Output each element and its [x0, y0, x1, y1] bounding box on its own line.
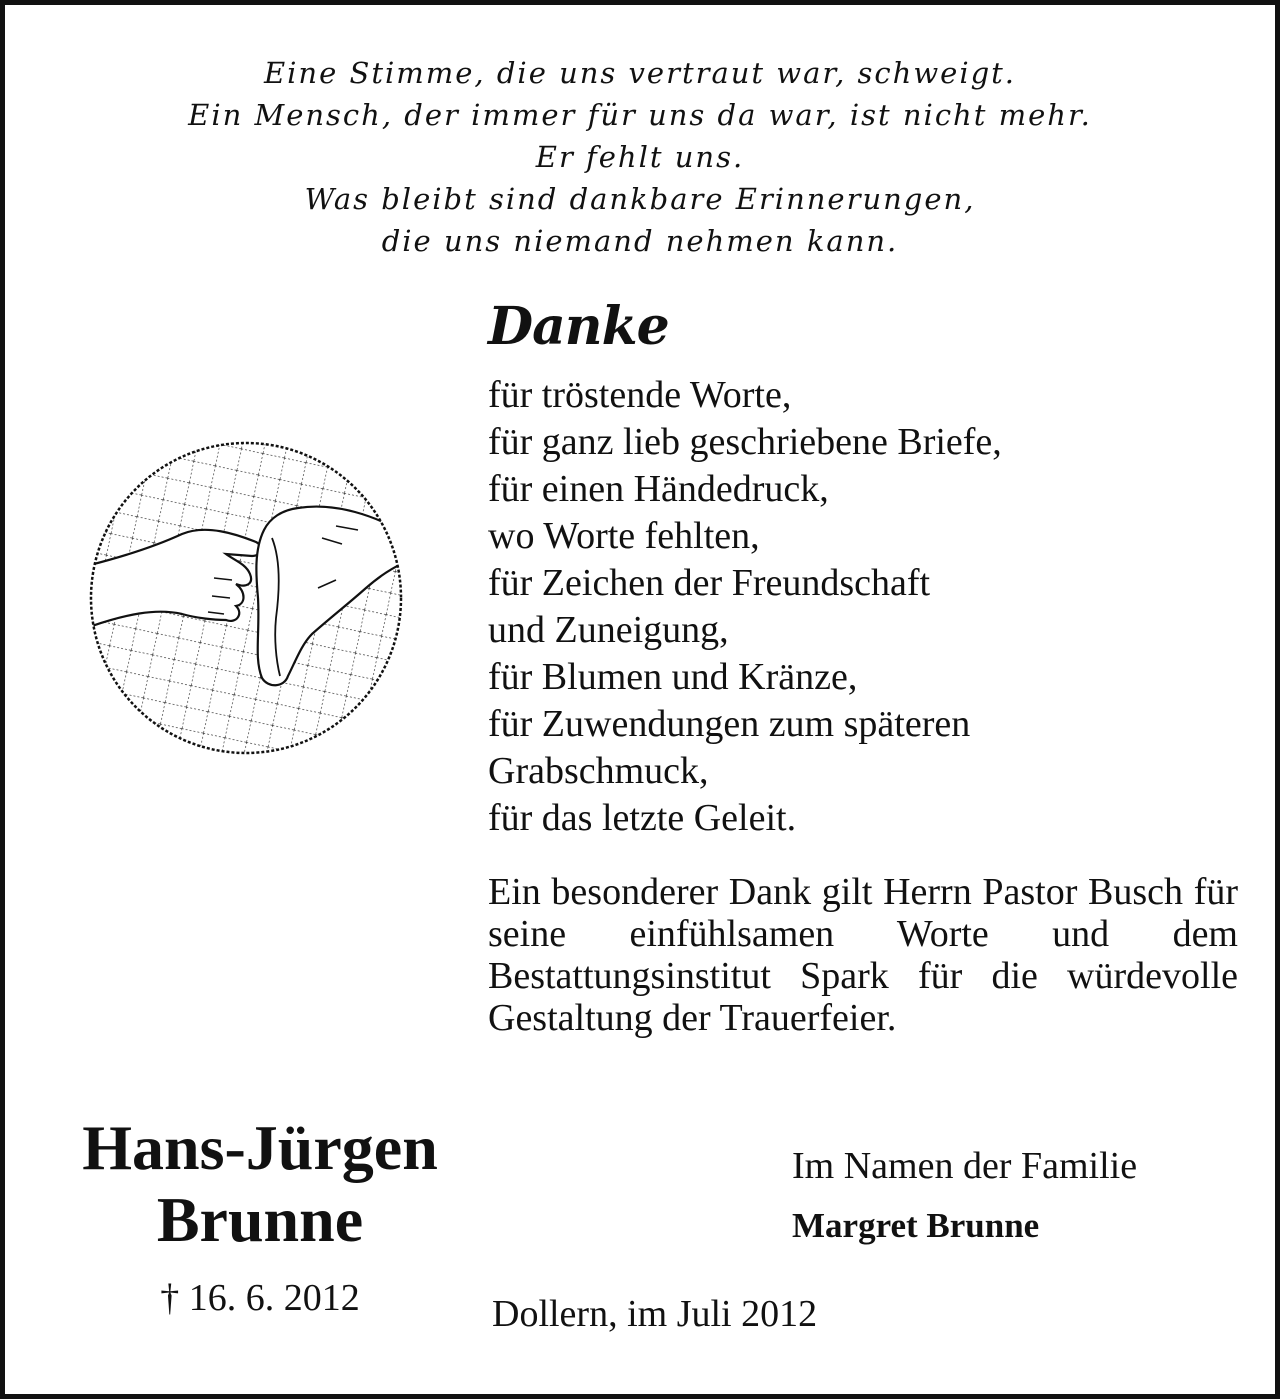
poem-line: Was bleibt sind dankbare Erinnerungen,	[304, 182, 976, 216]
poem-line: Eine Stimme, die uns vertraut war, schweigt.	[263, 56, 1017, 90]
special-thanks-paragraph: Ein besonderer Dank gilt Herrn Pastor Busch für seine einfühlsamen Worte und dem Bestattungsinstitut Spark für die würdevolle Gestaltung der Trauerfeier.	[488, 871, 1238, 1039]
thanks-line: für einen Händedruck,	[488, 468, 829, 510]
joined-hands-icon	[86, 438, 406, 758]
signer-name: Margret Brunne	[792, 1206, 1040, 1245]
poem-line: die uns niemand nehmen kann.	[381, 224, 899, 258]
danke-heading: Danke	[488, 296, 669, 357]
thanks-line: und Zuneigung,	[488, 609, 729, 651]
on-behalf-of-family: Im Namen der Familie	[792, 1145, 1138, 1187]
thanks-line: Grabschmuck,	[488, 750, 709, 792]
deceased-first-name: Hans-Jürgen	[82, 1112, 438, 1183]
poem-line: Er fehlt uns.	[535, 140, 745, 174]
thanks-line: wo Worte fehlten,	[488, 515, 760, 557]
thanks-list	[488, 372, 1002, 842]
deceased-last-name: Brunne	[156, 1184, 364, 1255]
thanks-line: für das letzte Geleit.	[488, 797, 797, 839]
poem	[0, 52, 1280, 262]
poem-line: Ein Mensch, der immer für uns da war, ist nicht mehr.	[188, 98, 1092, 132]
thanks-line: für Zeichen der Freundschaft	[488, 562, 931, 604]
death-date: † 16. 6. 2012	[160, 1277, 360, 1319]
place-and-date: Dollern, im Juli 2012	[492, 1293, 818, 1335]
thanks-line: für tröstende Worte,	[488, 374, 792, 416]
thanks-line: für Zuwendungen zum späteren	[488, 703, 971, 745]
thanks-line: für Blumen und Kränze,	[488, 656, 858, 698]
deceased-name	[20, 1112, 500, 1256]
thanks-line: für ganz lieb geschriebene Briefe,	[488, 421, 1002, 463]
